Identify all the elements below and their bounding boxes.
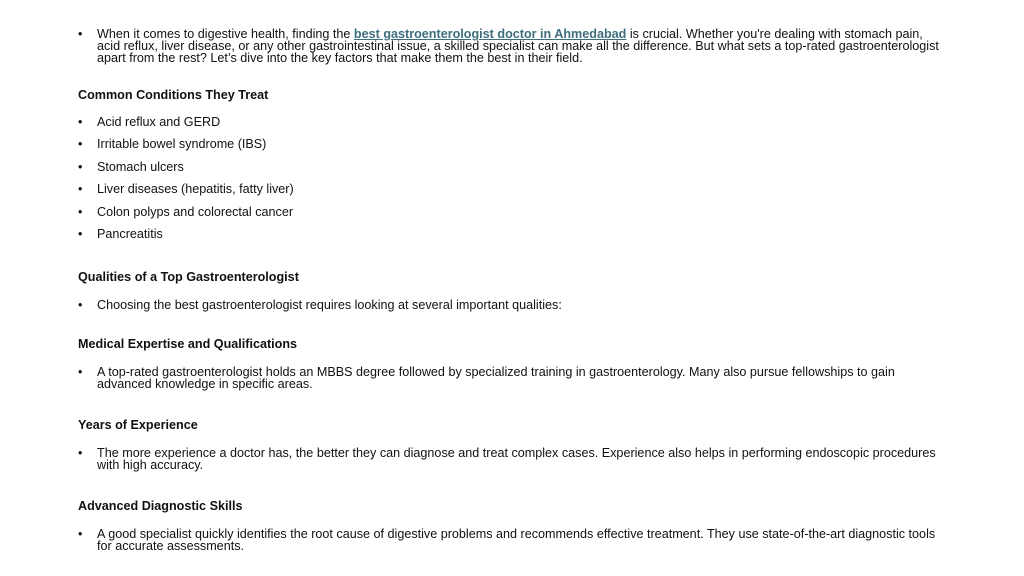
experience-text: The more experience a doctor has, the better they can diagnose and treat complex cases. Experience also helps in performing endoscopic procedures with high accuracy. (97, 445, 936, 472)
bullet-marker: • (78, 526, 83, 541)
condition-text: Acid reflux and GERD (97, 115, 221, 129)
list-item (78, 528, 948, 552)
bullet-marker: • (78, 297, 83, 312)
diagnostic-text: A good specialist quickly identifies the root cause of digestive problems and recommends effective treatment. They use state-of-the-art diagnostic tools for accurate assessments. (97, 526, 936, 553)
bullet-marker: • (78, 137, 83, 152)
bullet-marker: • (78, 27, 83, 41)
heading-diagnostic-skills: Advanced Diagnostic Skills (78, 498, 243, 513)
condition-text: Irritable bowel syndrome (IBS) (97, 137, 267, 152)
list-item (78, 447, 948, 471)
intro-paragraph (78, 28, 948, 64)
bullet-marker: • (78, 159, 83, 174)
document-page (78, 28, 948, 552)
list-item (78, 160, 948, 174)
intro-list (78, 28, 948, 64)
diagnostic-list (78, 528, 948, 552)
expertise-list (78, 366, 948, 390)
list-item (78, 227, 948, 241)
bullet-marker: • (78, 226, 83, 241)
bullet-marker: • (78, 182, 83, 197)
gastroenterologist-link[interactable]: best gastroenterologist doctor in Ahmedabad (353, 27, 627, 41)
heading-qualities: Qualities of a Top Gastroenterologist (78, 269, 299, 284)
list-item (78, 299, 948, 311)
list-item (78, 182, 948, 196)
heading-medical-expertise: Medical Expertise and Qualifications (78, 336, 298, 351)
bullet-marker: • (78, 364, 83, 379)
list-item (78, 137, 948, 151)
qualities-list (78, 299, 948, 311)
condition-text: Pancreatitis (97, 226, 163, 241)
condition-text: Stomach ulcers (97, 159, 184, 174)
expertise-text: A top-rated gastroenterologist holds an MBBS degree followed by specialized training in gastroenterology. Many also pursue fellowships to gain advanced knowledge in specific areas. (97, 364, 895, 391)
bullet-marker: • (78, 204, 83, 219)
heading-years-experience: Years of Experience (78, 417, 198, 432)
list-item (78, 115, 948, 129)
condition-text: Liver diseases (hepatitis, fatty liver) (97, 182, 294, 197)
bullet-marker: • (78, 115, 83, 129)
heading-common-conditions: Common Conditions They Treat (78, 88, 269, 102)
list-item (78, 366, 948, 390)
list-item (78, 205, 948, 219)
intro-text-after: is crucial. Whether you're dealing with stomach pain, acid reflux, liver disease, or any other gastrointestinal issue, a skilled specialist can make all the difference. But what sets a top-rated gastroenterologist apart from the rest? Let’s dive into the key factors that make them the best in their field. (97, 27, 939, 65)
qualities-text: Choosing the best gastroenterologist requires looking at several important qualities: (97, 297, 562, 312)
bullet-marker: • (78, 445, 83, 460)
conditions-list (78, 115, 948, 241)
intro-text-before: When it comes to digestive health, finding the (97, 27, 354, 41)
experience-list (78, 447, 948, 471)
condition-text: Colon polyps and colorectal cancer (97, 204, 294, 219)
